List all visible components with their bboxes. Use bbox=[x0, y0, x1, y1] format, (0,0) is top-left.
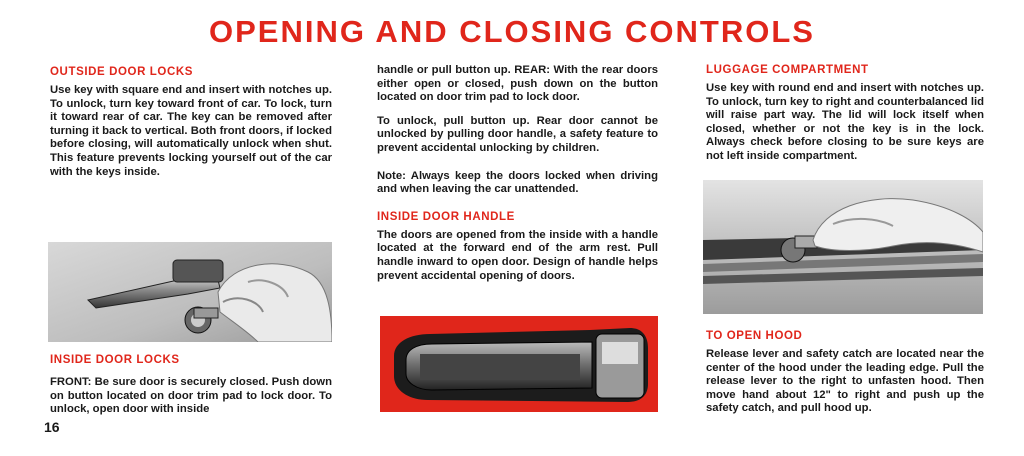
trunk-lock-illustration bbox=[703, 180, 983, 314]
page-number: 16 bbox=[44, 419, 60, 435]
outside-door-locks-section bbox=[50, 66, 332, 179]
open-hood-heading: TO OPEN HOOD bbox=[706, 330, 803, 342]
open-hood-text: Release lever and safety catch are located near the center of the hood under the leading edge. Pull the release lever to the right to unfasten hood. Then move hand about 12" to right and push up the safety catch, and pull hood up. bbox=[706, 348, 984, 415]
luggage-compartment-heading: LUGGAGE COMPARTMENT bbox=[706, 64, 869, 76]
luggage-compartment-section bbox=[706, 64, 984, 164]
note-text: Always keep the doors locked when driving and when leaving the car unattended. bbox=[377, 169, 658, 196]
inside-door-handle-heading: INSIDE DOOR HANDLE bbox=[377, 210, 515, 223]
open-hood-section bbox=[706, 330, 984, 416]
inside-door-locks-section bbox=[50, 354, 332, 417]
outside-door-locks-heading: OUTSIDE DOOR LOCKS bbox=[50, 66, 194, 78]
luggage-lock-photo bbox=[703, 180, 983, 314]
outside-door-lock-photo bbox=[48, 242, 332, 342]
rear-door-unlock-text: To unlock, pull button up. Rear door cannot be unlocked by pulling door handle, a safety feature to prevent accidental unlocking by children. bbox=[377, 114, 658, 154]
door-handle-illustration bbox=[380, 316, 658, 412]
inside-door-handle-text: The doors are opened from the inside with a handle located at the forward end of the arm rest. Pull handle inward to open door. Design of handle helps prevent accidental opening of doors. bbox=[377, 228, 658, 282]
note-paragraph bbox=[377, 170, 658, 197]
inside-door-locks-text: FRONT: Be sure door is securely closed. Push down on button located on door trim pad to lock door. To unlock, open door with inside bbox=[50, 376, 332, 416]
page-title: OPENING AND CLOSING CONTROLS bbox=[209, 14, 815, 49]
hand-key-door-illustration bbox=[48, 242, 332, 342]
inside-locks-continuation: handle or pull button up. REAR: With the rear doors either open or closed, push down on the button located on door trim pad to lock door. bbox=[377, 64, 658, 104]
note-label: Note: bbox=[377, 169, 406, 182]
inside-door-locks-heading: INSIDE DOOR LOCKS bbox=[50, 354, 180, 366]
luggage-compartment-text: Use key with round end and insert with notches up. To unlock, turn key to right and counterbalanced lid will raise part way. The lid will lock itself when closed, whether or not the key is in the lock. Always check before closing to be sure keys are not left inside compartment. bbox=[706, 82, 984, 162]
outside-door-locks-text: Use key with square end and insert with notches up. To unlock, turn key toward front of car. To lock, turn it toward rear of car. The key can be removed after turning it back to vertical. Both front doors, if locked before closing, will automatically unlock when shut. This feature prevents locking yourself out of the car with the keys inside. bbox=[50, 84, 332, 178]
middle-column bbox=[377, 64, 658, 283]
inside-door-handle-photo bbox=[380, 316, 658, 412]
